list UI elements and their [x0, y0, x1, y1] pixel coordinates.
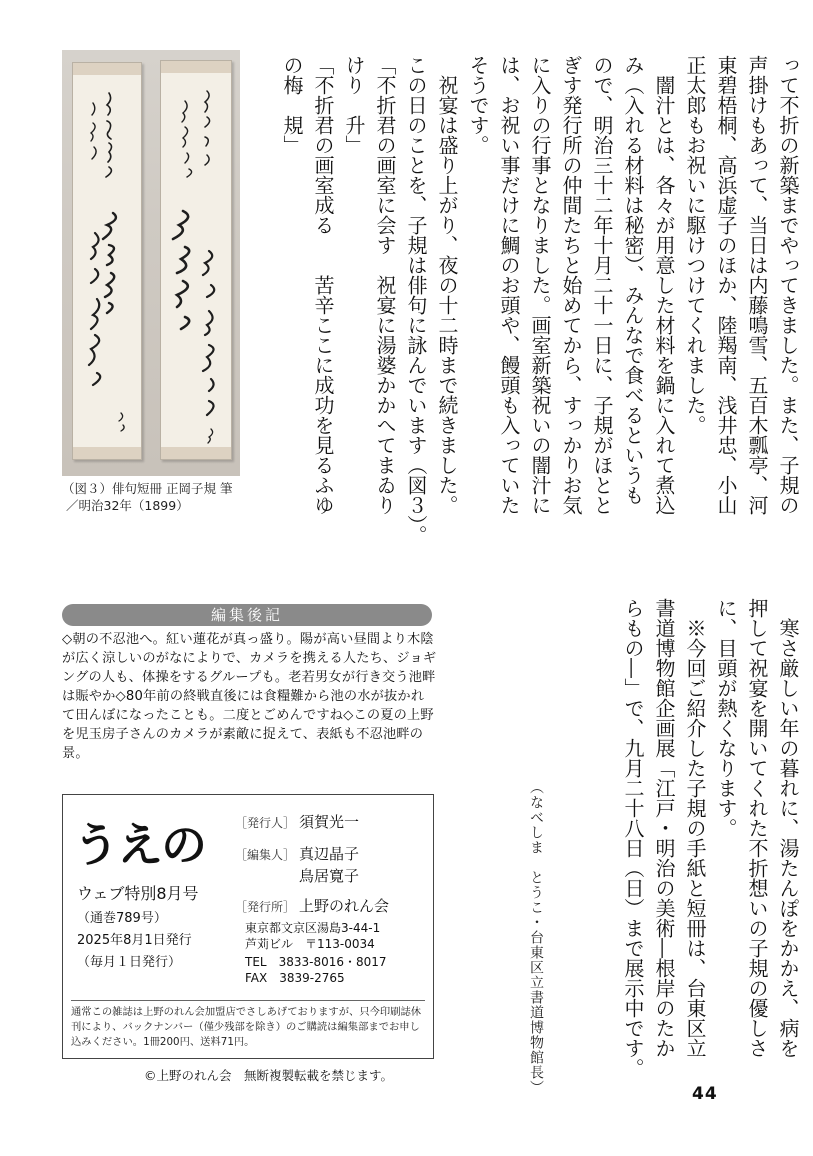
issue-date: 2025年8月1日発行 — [77, 933, 192, 948]
publisher-row — [235, 811, 359, 832]
text-column: 声掛けもあって、当日は内藤鳴雪、五百木瓢亭、河 — [745, 55, 769, 515]
editors-notes-header: 編集後記 — [62, 604, 432, 626]
figure-caption-line-2: ／明治32年（1899） — [66, 498, 189, 513]
office-tel: TEL 3833-8016・8017 — [245, 955, 387, 969]
article-text-upper — [280, 55, 803, 555]
text-column: に、目頭が熱くなります。 — [714, 598, 738, 838]
office-address-1: 東京都文京区湯島3-44-1 — [245, 921, 381, 935]
office-name: 上野のれん会 — [299, 897, 390, 915]
author-credit: （なべしま とうこ・台東区立書道博物館長） — [528, 780, 544, 1095]
tanzaku-strip-right — [160, 60, 232, 460]
figure-caption — [62, 480, 252, 514]
text-column: ので、明治三十二年十月二十一日に、子規がほとと — [590, 55, 614, 515]
text-column: は、お祝い事だけに鯛のお頭や、饅頭も入っていた — [497, 55, 521, 515]
text-column: 「不折君の画室成る 苦辛ここに成功を見るふゆ — [311, 55, 335, 515]
text-column: そうです。 — [466, 55, 490, 155]
editors-notes-body: ◇朝の不忍池へ。紅い蓮花が真っ盛り。陽が高い昼間より木陰が広く涼しいのがなによりで、カメラを携える人たち、ジョギングの人も、体操をするグループも。老若男女が行き交う池畔は賑やか◇80年前の終戦直後には食糧難から池の水が抜かれて田んぼになったことも。二度とごめんですね◇この夏の上野を児玉房子さんのカメラが素敵に捉えて、表紙も不忍池畔の景。 — [62, 632, 437, 761]
colophon-divider — [71, 1000, 425, 1001]
text-column: 祝宴は盛り上がり、夜の十二時まで続きました。 — [435, 55, 459, 515]
magazine-logo: うえの — [73, 818, 205, 872]
text-column: 「不折君の画室に会す 祝宴に湯婆かかへてまゐり — [373, 55, 397, 515]
editor-name-2: 鳥居寛子 — [299, 867, 360, 885]
editor-row — [235, 843, 359, 864]
text-column: この日のことを、子規は俳句に詠んでいます（図３）。 — [404, 55, 428, 545]
text-column: 東碧梧桐、高浜虚子のほか、陸羯南、浅井忠、小山 — [714, 55, 738, 515]
text-column: 闇汁とは、各々が用意した材料を鍋に入れて煮込 — [652, 55, 676, 515]
text-column: に入りの行事となりました。画室新築祝いの闇汁に — [528, 55, 552, 515]
text-column: の梅 規」 — [280, 55, 304, 155]
text-column: けり 升」 — [342, 55, 366, 155]
figure-caption-line-1: （図３）俳句短冊 正岡子規 筆 — [62, 481, 233, 496]
office-fax: FAX 3839-2765 — [245, 971, 345, 985]
text-column: 寒さ厳しい年の暮れに、湯たんぽをかかえ、病を — [776, 598, 800, 1058]
article-text-lower — [505, 598, 803, 1078]
issue-number: （通巻789号） — [77, 911, 167, 926]
colophon-box — [62, 794, 434, 1059]
office-label: ［発行所］ — [235, 900, 296, 914]
page-number: 44 — [692, 1084, 718, 1104]
publisher-label: ［発行人］ — [235, 816, 296, 830]
text-column: 押して祝宴を開いてくれた不折想いの子規の優しさ — [745, 598, 769, 1058]
editor-label: ［編集人］ — [235, 848, 296, 862]
tanzaku-strip-left — [72, 62, 142, 460]
office-row — [235, 895, 389, 916]
text-column: ぎす発行所の仲間たちと始めてから、すっかりお気 — [559, 55, 583, 515]
text-column: ※今回ご紹介した子規の手紙と短冊は、台東区立 — [683, 598, 707, 1058]
text-column: み（入れる材料は秘密）、みんなで食べるというも — [621, 55, 645, 505]
issue-frequency: （毎月１日発行） — [77, 955, 182, 970]
issue-title: ウェブ特別8月号 — [77, 884, 199, 903]
text-column: らもの―」で、九月二十八日（日）まで展示中です。 — [621, 598, 645, 1078]
text-column: 正太郎もお祝いに駆けつけてくれました。 — [683, 55, 707, 435]
text-column: って不折の新築までやってきました。また、子規の — [776, 55, 800, 515]
text-column: 書道博物館企画展「江戸・明治の美術―根岸のたか — [652, 598, 676, 1058]
haiku-tanzaku-photo — [62, 50, 240, 476]
subscription-note: 通常この雑誌は上野のれん会加盟店でさしあげておりますが、只今印刷誌休刊により、バックナンバー（僅少残部を除き）のご購読は編集部までお申し込みください。1冊200円、送料71円。 — [71, 1006, 422, 1048]
publisher-name: 須賀光一 — [299, 813, 360, 831]
copyright-notice: ©上野のれん会 無断複製転載を禁じます。 — [144, 1068, 394, 1083]
editor-row-2 — [299, 865, 359, 886]
office-address-2: 芦苅ビル 〒113-0034 — [245, 937, 375, 951]
editor-name-1: 真辺晶子 — [299, 845, 360, 863]
